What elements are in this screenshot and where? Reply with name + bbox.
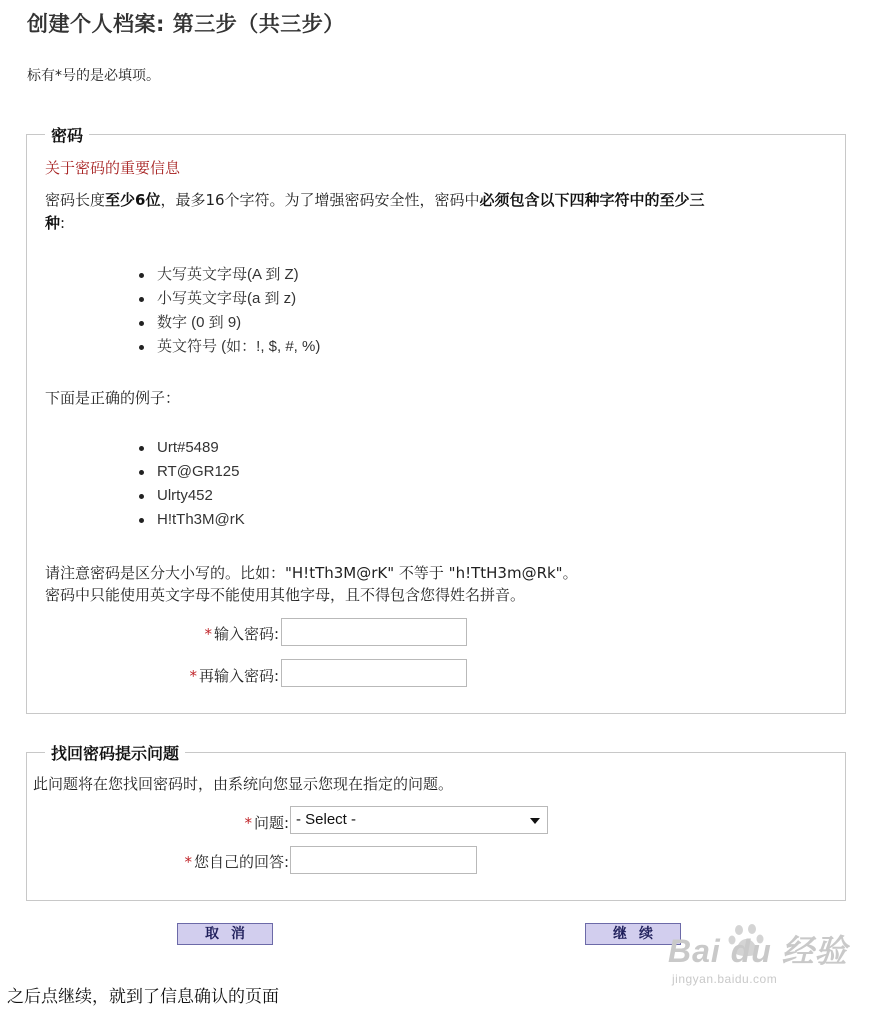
bullet-icon bbox=[139, 321, 144, 326]
bullet-icon bbox=[139, 345, 144, 350]
footer-caption: 之后点继续，就到了信息确认的页面 bbox=[7, 987, 279, 1007]
examples-intro: 下面是正确的例子： bbox=[45, 389, 181, 407]
example-password-item bbox=[137, 436, 245, 460]
letters-only-note: 密码中只能使用英文字母不能使用其他字母，且不得包含您得姓名拼音。 bbox=[45, 586, 526, 604]
bullet-icon bbox=[139, 297, 144, 302]
question-select[interactable] bbox=[290, 806, 548, 834]
cancel-button[interactable]: 取消 bbox=[177, 923, 273, 945]
char-type-item bbox=[137, 287, 320, 311]
password-label bbox=[204, 623, 279, 644]
confirm-password-input[interactable] bbox=[281, 659, 467, 687]
password-section-legend: 密码 bbox=[51, 126, 84, 145]
question-label-text: 问题: bbox=[253, 814, 289, 832]
char-type-list bbox=[137, 263, 320, 359]
required-star: * bbox=[189, 667, 197, 685]
example-password-label: H!tTh3M@rK bbox=[157, 511, 245, 528]
password-input[interactable] bbox=[281, 618, 467, 646]
password-desc-min-length: 至少6位 bbox=[105, 191, 161, 209]
watermark-brand: Bai du 经验 bbox=[668, 933, 848, 969]
required-star: * bbox=[244, 814, 252, 832]
example-password-label: Ulrty452 bbox=[157, 487, 213, 504]
example-password-label: Urt#5489 bbox=[157, 439, 219, 456]
password-requirements-text bbox=[45, 189, 705, 211]
baidu-jingyan-watermark bbox=[668, 926, 848, 986]
char-type-label: 英文符号 (如：!, $, #, %) bbox=[157, 338, 321, 355]
hint-description: 此问题将在您找回密码时，由系统向您显示您现在指定的问题。 bbox=[33, 775, 454, 793]
char-type-item bbox=[137, 263, 320, 287]
example-password-item bbox=[137, 460, 245, 484]
answer-label-text: 您自己的回答: bbox=[193, 853, 289, 871]
char-type-label: 小写英文字母(a 到 z) bbox=[157, 290, 297, 307]
page-title: 创建个人档案: 第三步（共三步） bbox=[27, 12, 345, 36]
confirm-password-label bbox=[189, 665, 279, 686]
char-type-label: 数字 (0 到 9) bbox=[157, 314, 242, 331]
chevron-down-icon[interactable] bbox=[530, 818, 540, 824]
password-desc-rule: 必须包含以下四种字符中的至少三 bbox=[479, 191, 705, 209]
password-requirements-text-line2 bbox=[45, 212, 65, 234]
password-desc-part2: ，最多16个字符。为了增强密码安全性，密码中 bbox=[160, 191, 480, 209]
confirm-password-label-text: 再输入密码: bbox=[198, 667, 279, 685]
continue-button[interactable]: 继续 bbox=[585, 923, 681, 945]
example-password-item bbox=[137, 484, 245, 508]
char-type-item bbox=[137, 311, 320, 335]
bullet-icon bbox=[139, 446, 144, 451]
answer-label bbox=[184, 851, 289, 872]
case-sensitivity-note: 请注意密码是区分大小写的。比如："H!tTh3M@rK" 不等于 "h!TtH3m@Rk"。 bbox=[45, 564, 578, 582]
example-password-list bbox=[137, 436, 245, 532]
bullet-icon bbox=[139, 470, 144, 475]
required-star: * bbox=[184, 853, 192, 871]
password-info-title: 关于密码的重要信息 bbox=[45, 159, 181, 177]
password-desc-rule-end: 种 bbox=[45, 214, 61, 232]
required-fields-note: 标有*号的是必填项。 bbox=[27, 68, 160, 84]
answer-input[interactable] bbox=[290, 846, 477, 874]
example-password-item bbox=[137, 508, 245, 532]
watermark-url: jingyan.baidu.com bbox=[672, 972, 778, 986]
required-star: * bbox=[204, 625, 212, 643]
hint-section-legend: 找回密码提示问题 bbox=[51, 744, 180, 763]
char-type-item bbox=[137, 335, 320, 359]
password-label-text: 输入密码: bbox=[213, 625, 279, 643]
question-label bbox=[244, 812, 289, 833]
bullet-icon bbox=[139, 518, 144, 523]
password-desc-part1: 密码长度 bbox=[45, 191, 106, 209]
question-select-value: - Select - bbox=[296, 811, 357, 828]
password-desc-part3: : bbox=[60, 214, 66, 232]
bullet-icon bbox=[139, 273, 144, 278]
bullet-icon bbox=[139, 494, 144, 499]
char-type-label: 大写英文字母(A 到 Z) bbox=[157, 266, 299, 283]
example-password-label: RT@GR125 bbox=[157, 463, 240, 480]
